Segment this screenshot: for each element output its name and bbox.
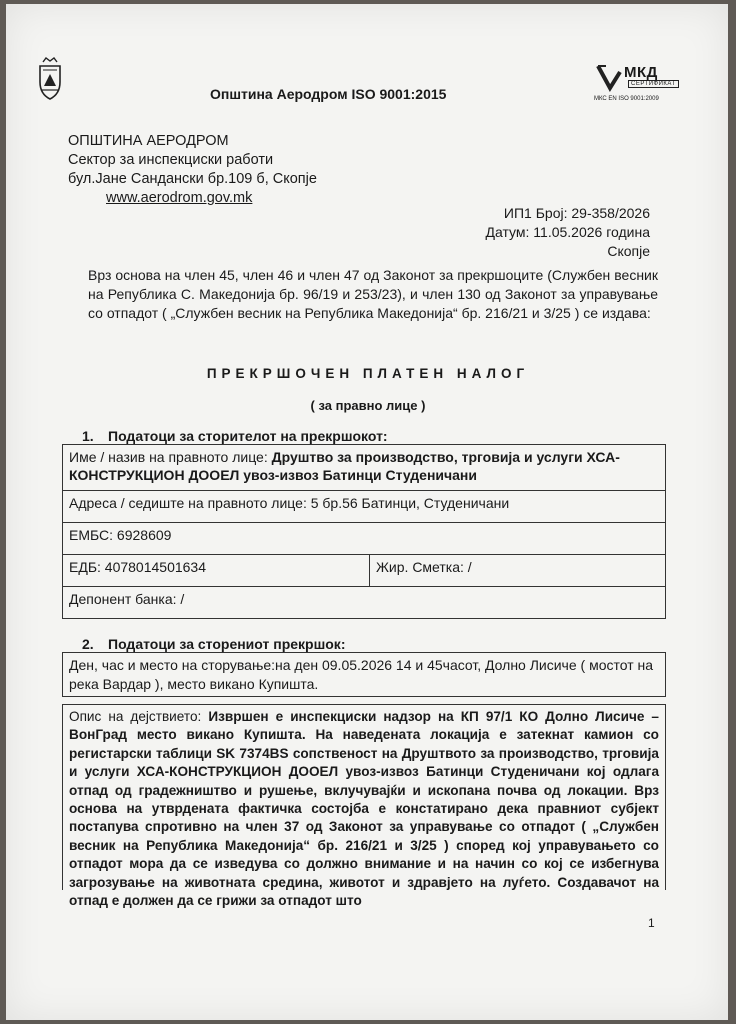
document-meta xyxy=(486,204,650,261)
certificate-standard: МКС EN ISO 9001:2009 xyxy=(594,96,659,102)
legal-entity-name-label: Име / назив на правното лице: xyxy=(69,449,272,465)
offense-description-label: Опис на дејствието: xyxy=(69,709,209,724)
legal-entity-name-cell xyxy=(63,445,666,491)
website-link[interactable]: www.aerodrom.gov.mk xyxy=(106,190,253,206)
section-2-heading xyxy=(82,636,345,652)
offender-data-table xyxy=(62,444,666,619)
section-1-heading xyxy=(82,428,388,444)
issuer-address xyxy=(68,132,317,208)
page-number: 1 xyxy=(648,916,655,930)
issuer-street: бул.Јане Сандански бр.109 б, Скопје xyxy=(68,171,317,187)
offense-data-table xyxy=(62,652,666,697)
certificate-mark-icon xyxy=(596,62,622,90)
document-number: ИП1 Број: 29-358/2026 xyxy=(503,205,650,221)
depositor-bank-field: Депонент банка: / xyxy=(63,587,666,619)
coat-of-arms-icon xyxy=(36,56,64,100)
document-date: Датум: 11.05.2026 година xyxy=(485,224,650,240)
document-title: ПРЕКРШОЧЕН ПЛАТЕН НАЛОГ xyxy=(206,366,530,381)
certificate-label: СЕРТИФИКАТ xyxy=(628,80,679,88)
section-2-title: Податоци за сторениот прекршок: xyxy=(108,636,346,652)
header-title: Општина Аеродром ISO 9001:2015 xyxy=(210,86,447,102)
section-1-title: Податоци за сторителот на прекршокот: xyxy=(108,428,388,444)
offense-description xyxy=(62,704,666,909)
edb-field: ЕДБ: 4078014501634 xyxy=(63,555,370,587)
legal-entity-address: Адреса / седиште на правното лице: 5 бр.56 Батинци, Студеничани xyxy=(63,491,666,523)
document-subtitle: ( за правно лице ) xyxy=(310,398,426,413)
certificate-brand: МКД xyxy=(624,64,658,81)
section-2-number: 2. xyxy=(82,636,94,652)
issuer-sector: Сектор за инспекциски работи xyxy=(68,152,274,168)
legal-entity-name-value: Друштво за производство, трговија и услуги ХСА-КОНСТРУКЦИОН ДООЕЛ увоз-извоз Батинци Студеничани xyxy=(69,449,620,483)
document-city: Скопје xyxy=(607,243,650,259)
section-1-number: 1. xyxy=(82,428,94,444)
legal-basis-paragraph: Врз основа на член 45, член 46 и член 47 од Законот за прекршоците (Службен весник на Република С. Македонија бр. 96/19 и 253/23), и член 130 од Законот за управување со отпадот ( „Службен весник на Република Македонија“ бр. 216/21 и 3/25 ) се издава: xyxy=(88,267,658,321)
offense-time-place: Ден, час и место на сторување:на ден 09.05.2026 14 и 45часот, Долно Лисиче ( мостот на река Вардар ), место викано Купишта. xyxy=(63,653,666,697)
issuer-name: ОПШТИНА АЕРОДРОМ xyxy=(68,133,229,149)
certificate-logo xyxy=(590,60,690,106)
embs-field: ЕМБС: 6928609 xyxy=(63,523,666,555)
offense-description-value: Извршен е инспекциски надзор на КП 97/1 КО Долно Лисиче – ВонГрад место викано Купишта. На наведената локација е затекнат камион со регистарски таблици SK 7374BS сопственост на Друштвото за производство, трговија и услуги ХСА-КОНСТРУКЦИОН ДООЕЛ увоз-извоз Батинци Студеничани кој одлага отпад од градежништво и рушење, вклучувајќи и ископана почва од локации. Врз основа на утврдената фактичка состојба е констатирано дека правниот субјект постапува спротивно на член 37 од Законот за управување со отпадот ( „Службен весник на Република Македонија“ бр. 216/21 и 3/25 ) според кој управувањето со отпадот мора да се изведува со должно внимание и на начин со кој се избегнува загрозување на животната средина, животот и здравјето на луѓето. Создавачот на отпад е должен да се грижи за отпадот што xyxy=(69,709,659,909)
bank-account-field: Жир. Сметка: / xyxy=(370,555,666,587)
